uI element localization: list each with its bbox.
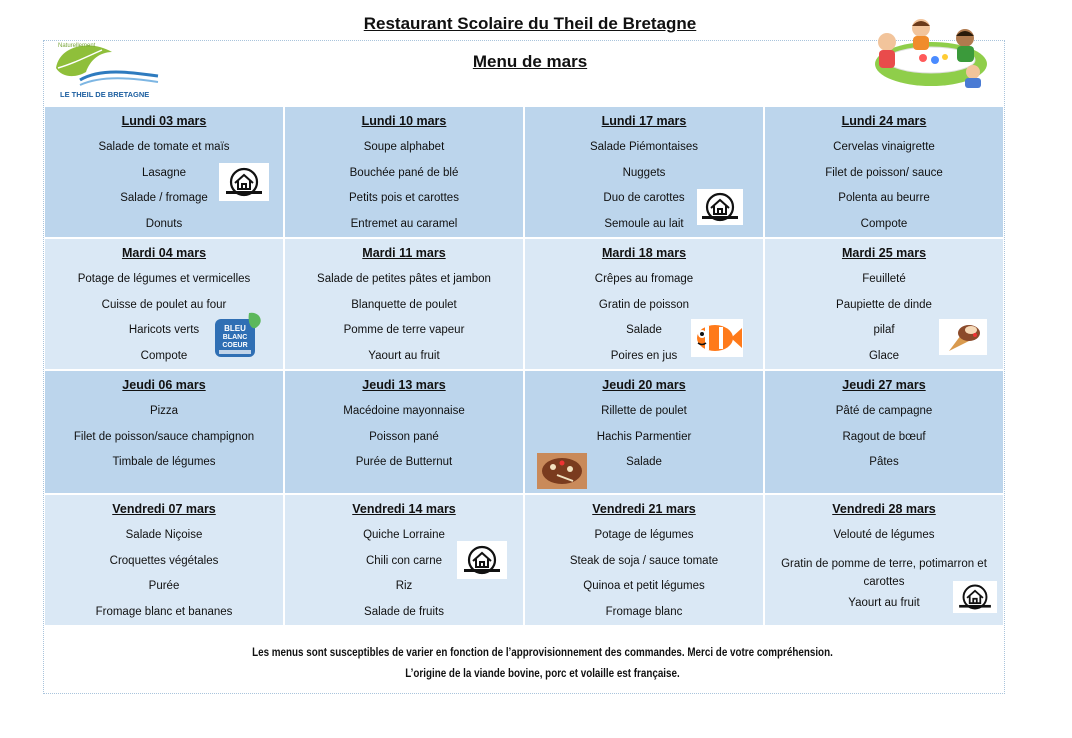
menu-subtitle: Menu de mars bbox=[472, 52, 588, 71]
dish: Entremet au caramel bbox=[350, 217, 458, 230]
dish: Filet de poisson/ sauce bbox=[825, 166, 943, 179]
dish: Compote bbox=[860, 217, 908, 230]
dish: Semoule au lait bbox=[604, 217, 684, 230]
dish: Pâté de campagne bbox=[835, 405, 933, 417]
menu-cell-vendredi-28 bbox=[765, 495, 1003, 625]
logo-tagline: Naturellement bbox=[58, 43, 96, 49]
homemade-house-icon bbox=[219, 163, 269, 201]
dish: Yaourt au fruit bbox=[368, 349, 440, 362]
menu-grid bbox=[45, 107, 1003, 625]
dish: Gratin de pomme de terre, potimarron et carottes bbox=[781, 557, 987, 588]
dish: Compote bbox=[140, 349, 188, 362]
day-heading: Vendredi 21 mars bbox=[592, 502, 696, 516]
dish: Poisson pané bbox=[369, 430, 439, 443]
dish: Salade Piémontaises bbox=[589, 141, 699, 153]
dish: Filet de poisson/sauce champignon bbox=[73, 430, 255, 443]
menu-cell-lundi-03 bbox=[45, 107, 283, 237]
dish: Croquettes végétales bbox=[109, 554, 219, 567]
dish: Pizza bbox=[149, 405, 179, 417]
svg-text:BLANC: BLANC bbox=[222, 334, 248, 341]
dish: Fromage blanc et bananes bbox=[95, 605, 233, 618]
menu-cell-vendredi-21 bbox=[525, 495, 763, 625]
day-heading: Lundi 03 mars bbox=[121, 114, 207, 128]
homemade-house-icon bbox=[953, 581, 997, 613]
day-heading: Lundi 17 mars bbox=[601, 114, 687, 128]
disclaimer-line-2: L’origine de la viande bovine, porc et volaille est française. bbox=[405, 666, 680, 680]
dish: Cervelas vinaigrette bbox=[833, 141, 935, 153]
dish: Crêpes au fromage bbox=[594, 273, 694, 285]
dish: Polenta au beurre bbox=[838, 192, 930, 204]
dish: Feuilleté bbox=[862, 273, 906, 285]
day-heading: Mardi 04 mars bbox=[121, 246, 207, 260]
homemade-house-icon bbox=[457, 541, 507, 579]
painted-plate-icon bbox=[537, 453, 587, 489]
menu-cell-jeudi-27 bbox=[765, 371, 1003, 493]
dish: Purée bbox=[148, 580, 180, 592]
dish: Riz bbox=[395, 580, 413, 592]
day-heading: Vendredi 07 mars bbox=[112, 502, 216, 516]
day-heading: Jeudi 27 mars bbox=[842, 378, 926, 392]
day-heading: Jeudi 13 mars bbox=[362, 378, 446, 392]
svg-text:COEUR: COEUR bbox=[222, 342, 248, 349]
menu-cell-vendredi-14 bbox=[285, 495, 523, 625]
menu-cell-lundi-10 bbox=[285, 107, 523, 237]
dish: Salade bbox=[626, 324, 662, 336]
leaf-logo-icon bbox=[50, 38, 162, 102]
dish: Quiche Lorraine bbox=[363, 529, 445, 541]
dish: Macédoine mayonnaise bbox=[343, 405, 465, 417]
dish: Donuts bbox=[145, 217, 183, 230]
dish: pilaf bbox=[873, 324, 895, 336]
dish: Salade / fromage bbox=[120, 192, 208, 204]
menu-cell-lundi-24 bbox=[765, 107, 1003, 237]
dish: Ragout de bœuf bbox=[842, 430, 926, 443]
dish: Duo de carottes bbox=[603, 192, 685, 204]
dish: Salade de tomate et maïs bbox=[98, 141, 230, 153]
day-heading: Vendredi 14 mars bbox=[352, 502, 456, 516]
dish: Quinoa et petit légumes bbox=[583, 580, 705, 592]
dish: Potage de légumes bbox=[594, 529, 694, 541]
day-heading: Lundi 10 mars bbox=[361, 114, 447, 128]
dish: Rillette de poulet bbox=[601, 405, 687, 417]
day-heading: Jeudi 06 mars bbox=[122, 378, 206, 392]
dish: Poires en jus bbox=[610, 349, 678, 362]
homemade-house-icon bbox=[697, 189, 743, 225]
dish: Blanquette de poulet bbox=[351, 298, 457, 311]
bleu-blanc-coeur-badge bbox=[213, 311, 265, 359]
clownfish-icon bbox=[691, 319, 743, 357]
menu-cell-lundi-17 bbox=[525, 107, 763, 237]
dish: Hachis Parmentier bbox=[596, 430, 692, 443]
dish: Pomme de terre vapeur bbox=[343, 324, 465, 336]
dish: Lasagne bbox=[141, 166, 187, 179]
menu-cell-jeudi-13 bbox=[285, 371, 523, 493]
dish: Timbale de légumes bbox=[112, 456, 216, 468]
menu-cell-jeudi-20 bbox=[525, 371, 763, 493]
dish: Nuggets bbox=[622, 166, 666, 179]
dish: Chili con carne bbox=[365, 554, 443, 567]
svg-text:BLEU: BLEU bbox=[224, 324, 246, 333]
dish: Paupiette de dinde bbox=[836, 298, 932, 311]
menu-cell-mardi-25 bbox=[765, 239, 1003, 369]
menu-cell-mardi-18 bbox=[525, 239, 763, 369]
day-heading: Mardi 25 mars bbox=[841, 246, 927, 260]
dish: Haricots verts bbox=[128, 324, 200, 336]
dish: Salade bbox=[626, 456, 662, 468]
menu-cell-mardi-04 bbox=[45, 239, 283, 369]
dish: Purée de Butternut bbox=[355, 456, 453, 468]
dish: Soupe alphabet bbox=[363, 141, 445, 153]
dish: Petits pois et carottes bbox=[349, 192, 459, 204]
day-heading: Vendredi 28 mars bbox=[832, 502, 936, 516]
day-heading: Lundi 24 mars bbox=[841, 114, 927, 128]
menu-cell-mardi-11 bbox=[285, 239, 523, 369]
dish: Fromage blanc bbox=[605, 605, 683, 618]
ice-cream-cone-icon bbox=[939, 319, 987, 355]
dish: Salade de fruits bbox=[364, 605, 444, 618]
dish: Glace bbox=[868, 349, 900, 362]
town-logo bbox=[50, 38, 162, 102]
disclaimer-line-1: Les menus sont susceptibles de varier en fonction de l’approvisionnement des commandes. Merci de votre compréhension. bbox=[252, 645, 833, 659]
page-title: Restaurant Scolaire du Theil de Bretagne bbox=[363, 14, 697, 33]
children-eating-icon bbox=[865, 14, 990, 92]
dish: Steak de soja / sauce tomate bbox=[569, 554, 719, 567]
day-heading: Mardi 18 mars bbox=[601, 246, 687, 260]
dish: Bouchée pané de blé bbox=[349, 166, 459, 179]
dish: Gratin de poisson bbox=[598, 298, 690, 311]
day-heading: Mardi 11 mars bbox=[362, 246, 446, 260]
dish: Yaourt au fruit bbox=[848, 596, 920, 609]
menu-cell-jeudi-06 bbox=[45, 371, 283, 493]
dish: Potage de légumes et vermicelles bbox=[77, 273, 251, 285]
dish: Salade Niçoise bbox=[125, 529, 203, 541]
day-heading: Jeudi 20 mars bbox=[602, 378, 686, 392]
dish: Pâtes bbox=[869, 456, 899, 468]
dish: Velouté de légumes bbox=[833, 529, 935, 541]
dish: Cuisse de poulet au four bbox=[101, 298, 227, 311]
dish: Salade de petites pâtes et jambon bbox=[317, 273, 491, 285]
menu-disclaimer bbox=[97, 642, 988, 684]
menu-cell-vendredi-07 bbox=[45, 495, 283, 625]
children-table-illustration bbox=[865, 14, 990, 92]
logo-text: LE THEIL DE BRETAGNE bbox=[60, 90, 150, 99]
